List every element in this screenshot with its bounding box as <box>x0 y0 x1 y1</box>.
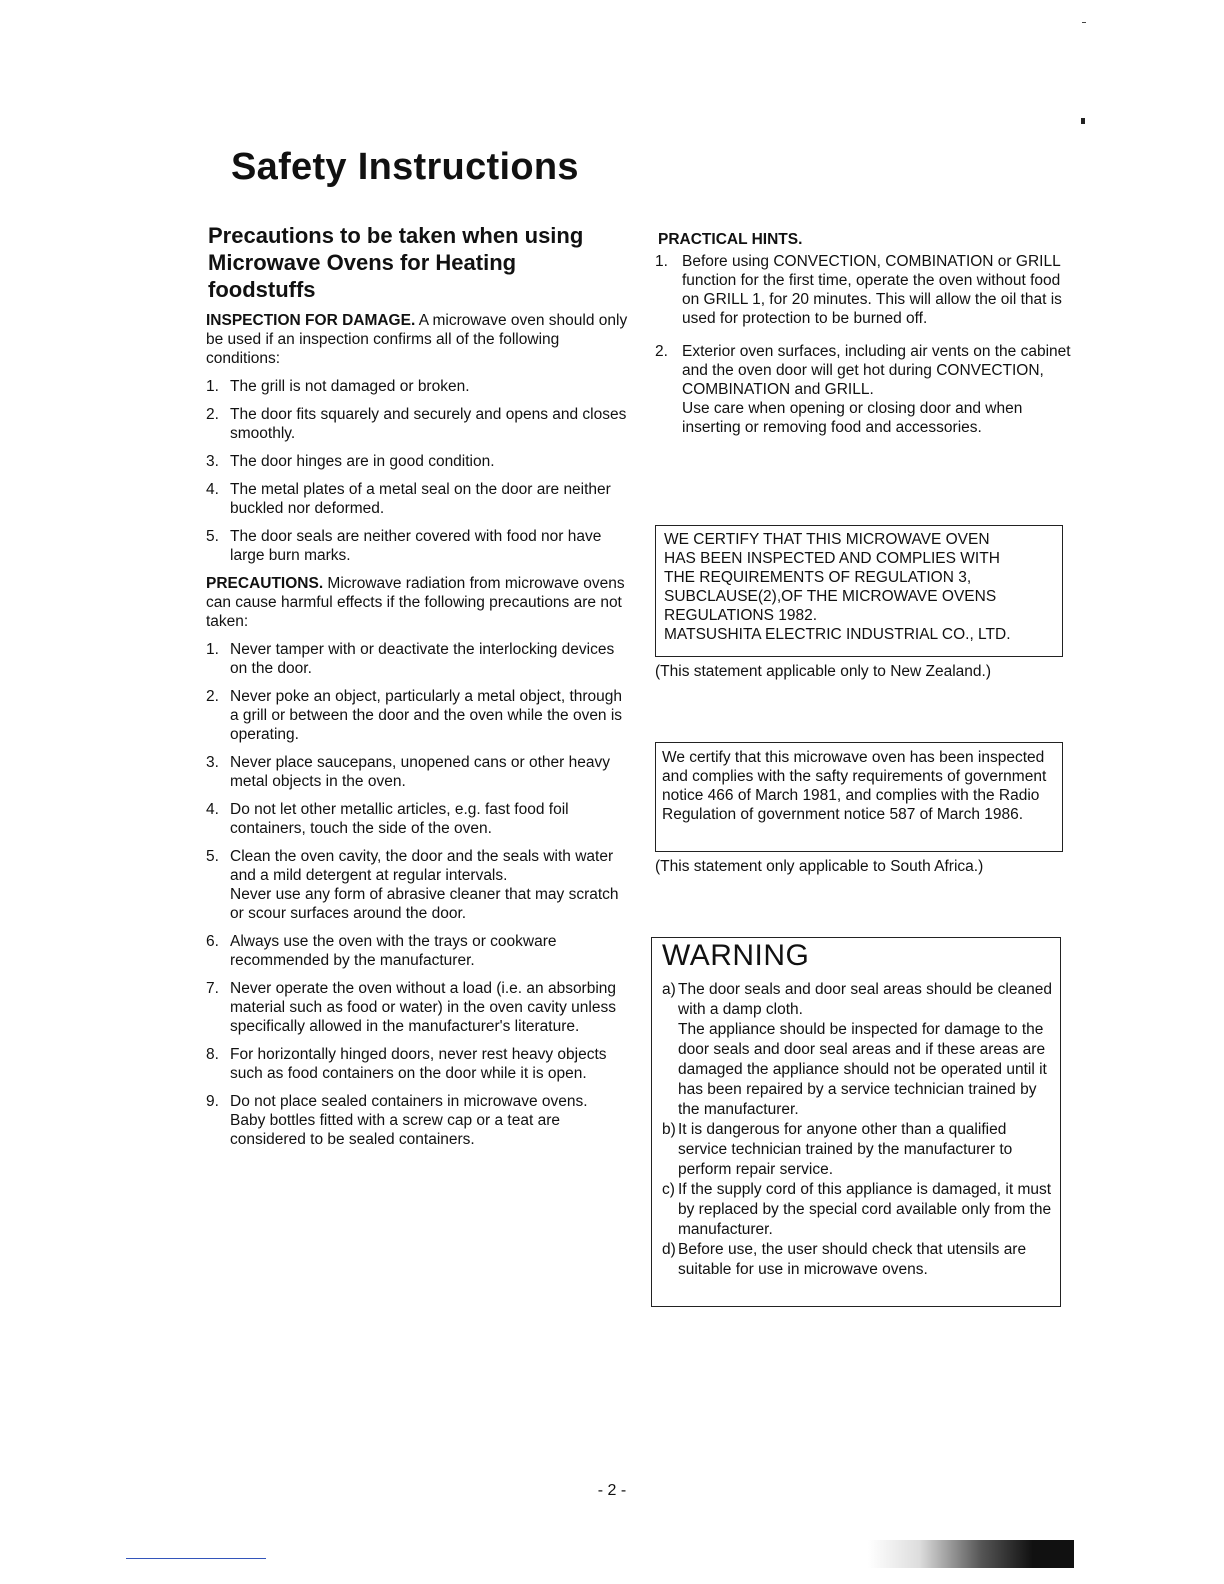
inspection-list <box>206 377 628 565</box>
item-text: Do not place sealed containers in microwave ovens. <box>230 1093 588 1110</box>
scan-mark <box>1081 118 1085 124</box>
certification-line: MATSUSHITA ELECTRIC INDUSTRIAL CO., LTD. <box>664 626 1011 643</box>
warning-box <box>651 937 1061 1307</box>
item-text: Never poke an object, particularly a metal object, through a grill or between the door and the oven while the oven is operating. <box>230 688 623 743</box>
item-extra-text: Baby bottles fitted with a screw cap or a teat are considered to be sealed containers. <box>230 1112 560 1148</box>
inspection-paragraph <box>206 311 628 368</box>
item-number: 1. <box>206 378 219 395</box>
item-number: 1. <box>655 253 668 270</box>
item-extra-text: Use care when opening or closing door and when inserting or removing food and accessories. <box>682 400 1023 436</box>
list-item <box>206 847 628 923</box>
item-number: 2. <box>206 406 219 423</box>
item-text: If the supply cord of this appliance is damaged, it must by replaced by the special cord available only from the manufacturer. <box>678 1181 1052 1238</box>
certification-line: SUBCLAUSE(2),OF THE MICROWAVE OVENS <box>664 588 997 605</box>
item-extra-text: Never use any form of abrasive cleaner that may scratch or scour surfaces around the door. <box>230 886 619 922</box>
warning-list <box>662 980 1054 1280</box>
item-text: The grill is not damaged or broken. <box>230 378 470 395</box>
list-item <box>655 252 1075 328</box>
scan-mark <box>1082 22 1086 23</box>
list-item <box>206 932 628 970</box>
list-item <box>206 377 628 396</box>
practical-hints-heading: PRACTICAL HINTS. <box>658 231 803 248</box>
item-number: 9. <box>206 1093 219 1110</box>
certification-line: HAS BEEN INSPECTED AND COMPLIES WITH <box>664 550 1000 567</box>
item-text: Before use, the user should check that utensils are suitable for use in microwave ovens. <box>678 1241 1027 1278</box>
item-text: Clean the oven cavity, the door and the seals with water and a mild detergent at regular intervals. <box>230 848 614 884</box>
precautions-list <box>206 640 628 1149</box>
list-item <box>206 1045 628 1083</box>
item-number: 3. <box>206 453 219 470</box>
item-text: The metal plates of a metal seal on the door are neither buckled nor deformed. <box>230 481 611 517</box>
list-item <box>655 342 1075 437</box>
item-number: 1. <box>206 641 219 658</box>
item-text: Exterior oven surfaces, including air vents on the cabinet and the oven door will get hot during CONVECTION, COMBINATION and GRILL. <box>682 343 1071 398</box>
item-letter: a) <box>662 981 676 998</box>
sa-certification-box: We certify that this microwave oven has been inspected and complies with the safty requirements of government notice 466 of March 1981, and complies with the Radio Regulation of government notice 587 of March 1986. <box>655 742 1063 852</box>
right-column <box>655 230 1075 451</box>
warning-item <box>662 1240 1054 1280</box>
precautions-text: Microwave radiation from microwave ovens can cause harmful effects if the following precautions are not taken: <box>206 575 625 630</box>
item-text: For horizontally hinged doors, never rest heavy objects such as food containers on the door while it is open. <box>230 1046 607 1082</box>
nz-note: (This statement applicable only to New Zealand.) <box>655 663 991 680</box>
item-letter: b) <box>662 1121 676 1138</box>
item-number: 8. <box>206 1046 219 1063</box>
warning-item <box>662 980 1054 1120</box>
item-number: 3. <box>206 754 219 771</box>
scan-artifact-line <box>126 1558 266 1559</box>
item-number: 2. <box>206 688 219 705</box>
item-number: 4. <box>206 801 219 818</box>
item-text: Never tamper with or deactivate the interlocking devices on the door. <box>230 641 615 677</box>
item-number: 5. <box>206 528 219 545</box>
list-item <box>206 405 628 443</box>
list-item <box>206 527 628 565</box>
warning-heading: WARNING <box>662 939 810 972</box>
warning-item <box>662 1180 1054 1240</box>
item-text: The door seals are neither covered with food nor have large burn marks. <box>230 528 602 564</box>
sa-note: (This statement only applicable to South Africa.) <box>655 858 984 875</box>
item-number: 6. <box>206 933 219 950</box>
list-item <box>206 480 628 518</box>
practical-hints-list <box>655 252 1075 437</box>
section-heading: Precautions to be taken when using Microwave Ovens for Heating foodstuffs <box>208 223 584 302</box>
list-item <box>206 687 628 744</box>
list-item <box>206 1092 628 1149</box>
item-text: The door hinges are in good condition. <box>230 453 495 470</box>
item-extra-text: The appliance should be inspected for damage to the door seals and door seal areas and if these areas are damaged the appliance should not be operated until it has been repaired by a service technician trained by the manufacturer. <box>678 1021 1047 1118</box>
page-number: - 2 - <box>597 1482 627 1499</box>
item-text: Do not let other metallic articles, e.g. fast food foil containers, touch the side of the oven. <box>230 801 569 837</box>
warning-item <box>662 1120 1054 1180</box>
inspection-text: A microwave oven should only be used if an inspection confirms all of the following conditions: <box>206 312 628 367</box>
inspection-label: INSPECTION FOR DAMAGE. <box>206 312 416 329</box>
list-item <box>206 640 628 678</box>
list-item <box>206 753 628 791</box>
precautions-label: PRECAUTIONS. <box>206 575 324 592</box>
item-letter: c) <box>662 1181 675 1198</box>
item-text: Always use the oven with the trays or cookware recommended by the manufacturer. <box>230 933 557 969</box>
item-text: It is dangerous for anyone other than a qualified service technician trained by the manufacturer to perform repair service. <box>678 1121 1013 1178</box>
item-number: 7. <box>206 980 219 997</box>
scan-artifact-bar <box>868 1540 1074 1568</box>
certification-line: THE REQUIREMENTS OF REGULATION 3, <box>664 569 972 586</box>
item-text: Before using CONVECTION, COMBINATION or GRILL function for the first time, operate the oven without food on GRILL 1, for 20 minutes. This will allow the oil that is used for protection to be burned off. <box>682 253 1062 327</box>
item-text: Never operate the oven without a load (i.e. an absorbing material such as food or water) in the oven cavity unless specifically allowed in the manufacturer's literature. <box>230 980 617 1035</box>
item-number: 5. <box>206 848 219 865</box>
nz-certification-box <box>655 525 1063 657</box>
item-text: The door fits squarely and securely and opens and closes smoothly. <box>230 406 627 442</box>
precautions-paragraph <box>206 574 628 631</box>
item-number: 2. <box>655 343 668 360</box>
certification-line: WE CERTIFY THAT THIS MICROWAVE OVEN <box>664 531 990 548</box>
left-column <box>206 222 628 1158</box>
item-text: The door seals and door seal areas should be cleaned with a damp cloth. <box>678 981 1052 1018</box>
list-item <box>206 800 628 838</box>
page-title: Safety Instructions <box>231 146 579 188</box>
list-item <box>206 979 628 1036</box>
list-item <box>206 452 628 471</box>
item-number: 4. <box>206 481 219 498</box>
item-text: Never place saucepans, unopened cans or other heavy metal objects in the oven. <box>230 754 610 790</box>
item-letter: d) <box>662 1241 676 1258</box>
certification-line: REGULATIONS 1982. <box>664 607 818 624</box>
